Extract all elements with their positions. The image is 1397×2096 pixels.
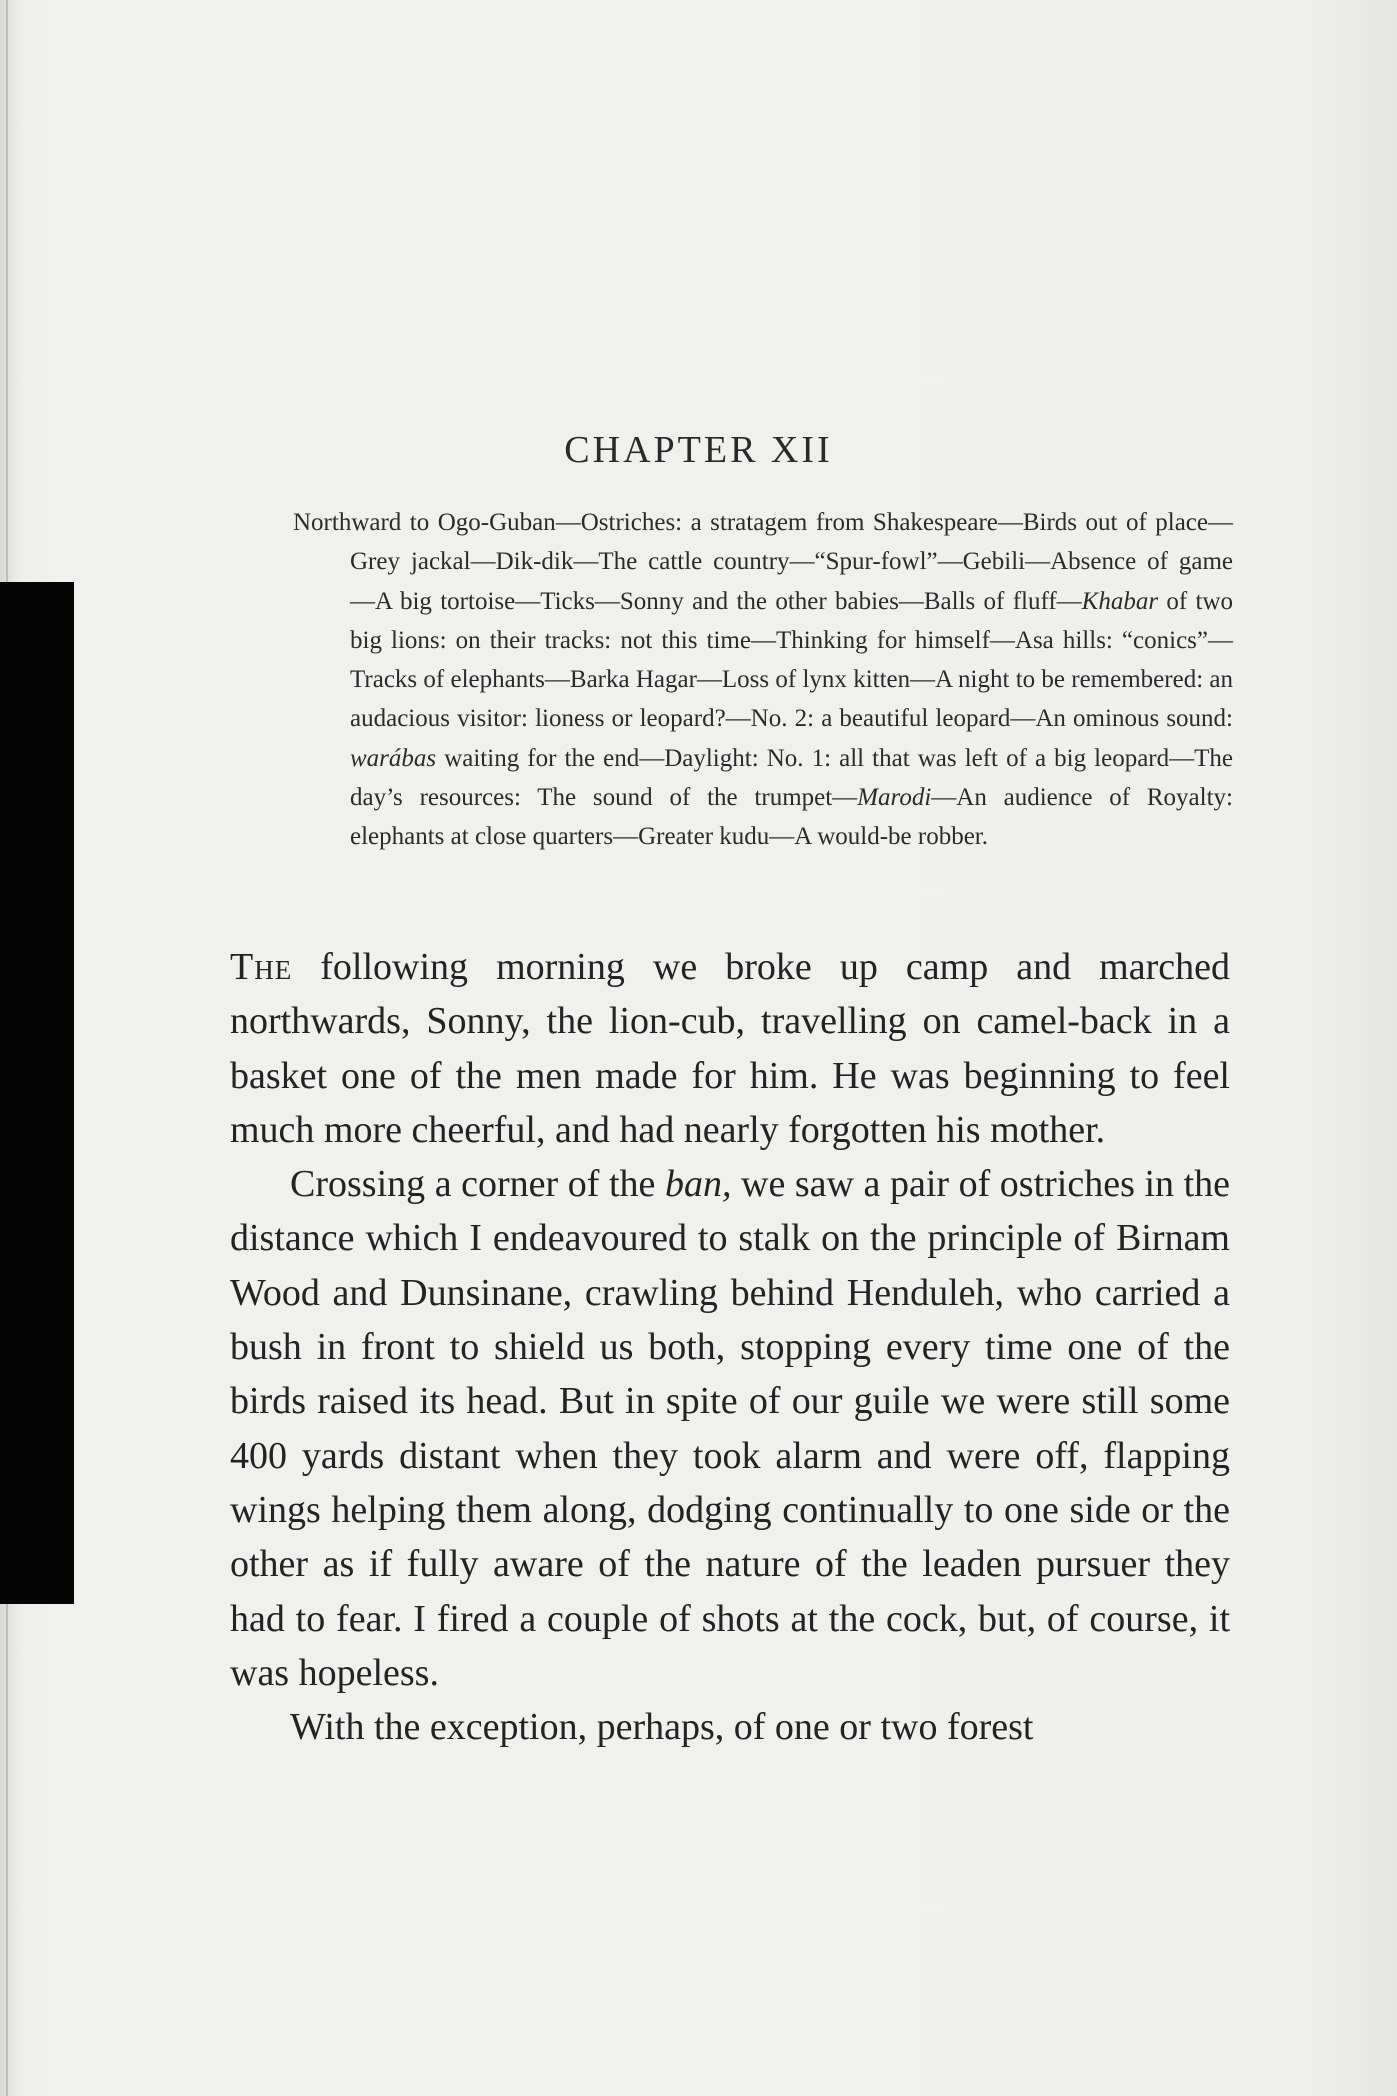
synopsis-italic-warabas: warábas xyxy=(350,744,437,772)
paragraph-italic-ban: ban, xyxy=(664,1163,732,1206)
synopsis-italic-marodi: Marodi xyxy=(857,784,932,812)
chapter-synopsis xyxy=(293,503,1233,857)
paragraph-3 xyxy=(230,1700,1230,1754)
synopsis-italic-khabar: Khabar xyxy=(1081,587,1159,615)
black-tab-marker xyxy=(0,582,74,1604)
body-text xyxy=(230,940,1230,1754)
paragraph-2 xyxy=(230,1157,1230,1700)
synopsis-text: —An audience of Royalty: elephants at close quarters—Greater kudu—A would-be robber. xyxy=(350,784,1233,851)
paragraph-text: we saw a pair of ostriches in the distance which I endeavoured to stalk on the principle of Birnam Wood and Dunsinane, crawling behind Henduleh, who carried a bush in front to shield us both, stopping every time one of the birds raised its head. But in spite of our guile we were still some 400 yards distant when they took alarm and were off, flapping wings helping them along, dodging continually to one side or the other as if fully aware of the nature of the leaden pursuer they had to fear. I fired a couple of shots at the cock, but, of course, it was hopeless. xyxy=(230,1163,1230,1694)
synopsis-text: Northward to Ogo-Guban—Ostriches: a stratagem from Shakespeare—Birds out of place—Grey jackal—Dik-dik—The cattle country—“Spur-fowl”—Gebili—Absence of game—A big tortoise—Ticks—Sonny and the other babies—Balls of fluff— xyxy=(293,509,1233,615)
paragraph-1 xyxy=(230,940,1230,1157)
synopsis-text: waiting for the end—Daylight: No. 1: all that was left of a big leopard—The day’s resources: The sound of the trumpet— xyxy=(350,744,1233,812)
paragraph-text: Crossing a corner of the xyxy=(290,1163,665,1206)
paragraph-lead-word: The xyxy=(230,946,293,988)
paragraph-text: following morning we broke up camp and marched northwards, Sonny, the lion-cub, travelling on camel-back in a basket one of the men made for him. He was beginning to feel much more cheerful, and had nearly forgotten his mother. xyxy=(230,946,1230,1151)
synopsis-text: of two big lions: on their tracks: not this time—Thinking for himself—Asa hills: “conics”—Tracks of elephants—Barka Hagar—Loss of lynx kitten—A night to be remembered: an audacious visitor: lioness or leopard?—No. 2: a beautiful leopard—An ominous sound: xyxy=(350,587,1234,733)
paragraph-text: With the exception, perhaps, of one or two forest xyxy=(290,1706,1034,1749)
chapter-title: CHAPTER XII xyxy=(564,429,833,471)
